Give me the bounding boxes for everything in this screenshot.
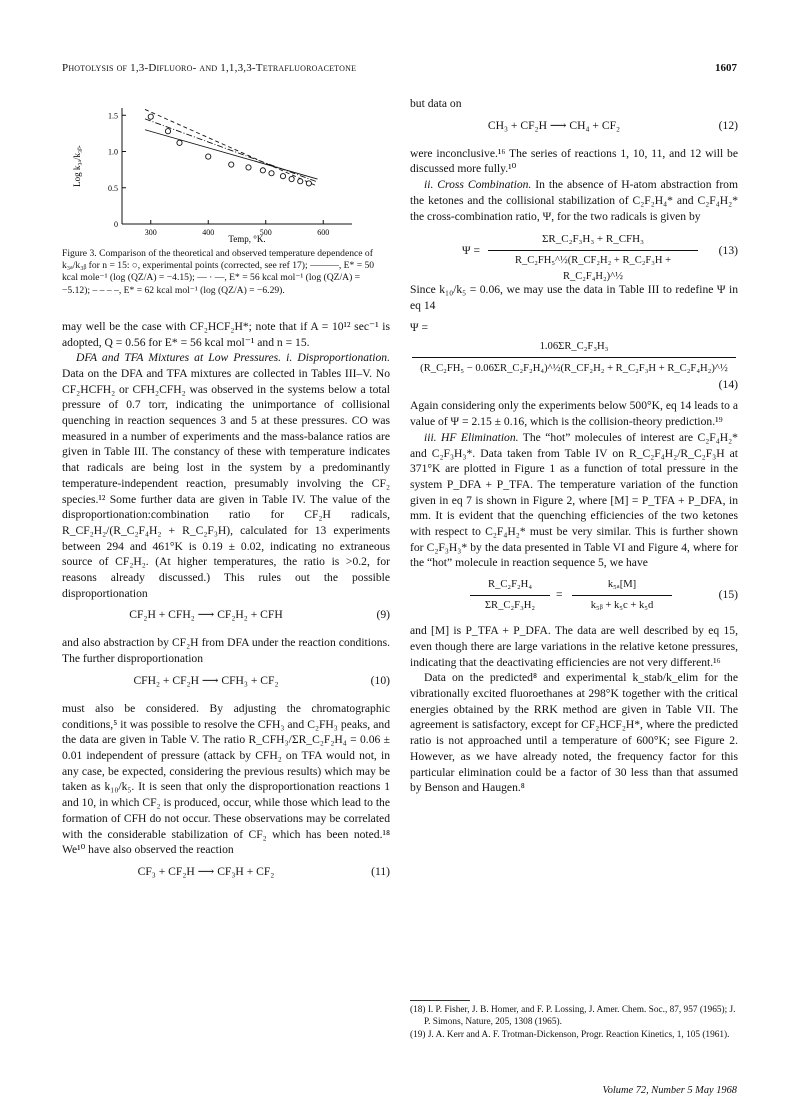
numerator: R_C₂F₂H₄ — [470, 577, 550, 596]
left-column — [62, 96, 390, 892]
footnote-19: (19) J. A. Kerr and A. F. Trotman-Dickenson, Progr. Reaction Kinetics, 1, 105 (1961). — [410, 1030, 730, 1041]
equation-fraction — [488, 232, 698, 284]
page-number: 1607 — [715, 62, 737, 74]
equation-body: CH₃ + CF₂H ⟶ CH₄ + CF₂ — [487, 118, 621, 132]
data-point — [306, 181, 311, 186]
paragraph: but data on — [410, 97, 462, 110]
data-point — [206, 154, 211, 159]
x-tick-label: 400 — [202, 228, 215, 237]
numerator: k₅ₐ[M] — [572, 577, 672, 596]
data-point — [269, 171, 274, 176]
section-heading: ii. Cross Combination. — [424, 178, 532, 192]
equation-number: (9) — [376, 608, 390, 622]
equation-fraction — [410, 339, 738, 376]
paragraph: may well be the case with CF₂HCF₂H*; note that if A = 10¹² sec⁻¹ is adopted, Q = 0.56 for E* = 56 kcal mol⁻¹ and n = 15. — [62, 319, 390, 349]
caption-text: Comparison of the theoretical and observed temperature dependence of k₃ₐ/k₃ᵦ for n = 15: ○, experimental points (corrected, see ref 17); ———, E* = 50 kcal mole⁻¹ (log (QZ/A) = −4.15); — · —, E* = 56 kcal mol⁻¹ (log (QZ/A) = −5.12); – – – –, E* = 62 kcal mol⁻¹ (log (QZ/A) = −6.29). — [62, 248, 375, 296]
equation-10 — [62, 673, 390, 695]
data-point — [177, 140, 182, 145]
data-point — [148, 114, 153, 119]
data-point — [280, 174, 285, 179]
footnotes — [410, 1000, 738, 1044]
paragraph: must also be considered. By adjusting the chromatographic conditions,⁵ it was possible to resolve the CFH₃ and C₂FH₃ peaks, and the data are given in Table V. The ratio R_CFH₃/ΣR_C₂F₂H₄ = 0.06 ± 0.01 independent of pressure (attack by CFH₂ on TFA would not, in any case, be expected, considering the previous results) which may be taken as k₁₀/k₅. It is seen that only the disproportionation reactions 1 and 10, in which CF₂ is produced, occur, while those which lead to the formation of CFH do not occur. These observations may be correlated with the considerable stabilization of CF₂ which has been noted.¹⁸ We¹⁰ have also observed the reaction — [62, 701, 390, 857]
equation-fraction-left — [470, 577, 550, 613]
equation-11 — [62, 864, 390, 886]
equation-lhs: Ψ = — [410, 320, 428, 334]
y-axis-label: Log k₃ₐ/k₃ᵦ. — [72, 145, 82, 187]
paragraph — [410, 177, 738, 224]
equation-lhs: Ψ = — [462, 244, 480, 258]
x-axis-label: Temp, °K. — [228, 234, 266, 244]
x-tick-label: 500 — [259, 228, 272, 237]
paragraph: Since k₁₀/k₅ = 0.06, we may use the data in Table III to redefine Ψ in eq 14 — [410, 283, 738, 312]
denominator: k₅ᵦ + k₅c + k₅d — [590, 599, 654, 611]
footnote-rule — [410, 1000, 470, 1001]
paragraph-text: The “hot” molecules of interest are C₂F₄H₂* and C₂F₃H₃*. Data taken from Table IV on R_C₂F₄H₂/R_C₂F₃H at 371°K are plotted in Figure 1 as a function of total pressure in the system P_DFA + P_TFA. The temperature variation of the function given in eq 7 is shown in Figure 2, where [M] = P_TFA + P_DFA, in mm. It is evident that the quenching efficiencies of the two ketones with respect to C₂F₄H₂* must be very similar. This is further shown for C₂F₃H₃* by the data presented in Table VI and Figure 4, where for the “hot” molecule in reaction sequence 5, we have — [410, 430, 738, 570]
journal-footer: Volume 72, Number 5 May 1968 — [602, 1085, 737, 1096]
paragraph — [410, 430, 738, 571]
numerator: 1.06ΣR_C₂F₃H₃ — [412, 339, 736, 358]
figure-3-chart — [62, 96, 390, 244]
paragraph — [62, 350, 390, 601]
equation-body: CFH₂ + CF₂H ⟶ CFH₃ + CF₂ — [133, 673, 279, 687]
equation-14 — [410, 320, 738, 393]
paragraph-text: Data on the DFA and TFA mixtures are collected in Tables III–V. No CF₂HCFH₂ or CFH₂CFH₂ was observed in the systems below a total pressure of 0.7 torr, indicating the unimportance of collisional quenching in reaction sequences 3 and 5 at these pressures. CO was measured in a number of experiments and the mass-balance ratios are given in Table III. The constancy of these with temperature indicates that radicals are being lost in the system by a predominantly temperature-independent reaction, presumably involving the CF₂ species.¹² Some further data are given in Table IV. The value of the disproportionation:combination ratio for CF₂H radicals, R_CF₂H₂/(R_C₂F₄H₂ + R_C₂F₃H), calculated for 13 experiments between 294 and 461°K is 0.19 ± 0.02, indicating no extraneous source of CF₂H₂. (At higher temperatures, the ratio is >0.2, for reasons already discussed.) This rules out the possible disproportionation — [62, 366, 390, 600]
denominator: ΣR_C₂F₃H₂ — [484, 599, 536, 611]
equals-sign: = — [556, 588, 563, 602]
section-heading: iii. HF Elimination. — [424, 430, 519, 444]
running-title: Photolysis of 1,3-Difluoro- and 1,1,3,3-Tetrafluoroacetone — [62, 62, 357, 74]
data-point — [246, 165, 251, 170]
denominator: (R_C₂FH₅ − 0.06ΣR_C₂F₂H₄)^½(R_CF₂H₂ + R_C₂F₃H + R_C₂F₄H₂)^½ — [420, 363, 728, 375]
equation-fraction-right — [572, 577, 672, 613]
right-column — [410, 96, 738, 796]
equation-12 — [410, 118, 738, 140]
section-heading: DFA and TFA Mixtures at Low Pressures. i. Disproportionation. — [76, 351, 390, 365]
y-tick-label: 0 — [114, 220, 118, 229]
denominator: R_C₂FH₅^½(R_CF₂H₂ + R_C₂F₃H + R_C₂F₄H₂)^½ — [514, 254, 672, 282]
y-tick-label: 1.0 — [108, 147, 118, 157]
equation-body: CF₃ + CF₂H ⟶ CF₃H + CF₂ — [137, 864, 275, 878]
series-line — [145, 109, 318, 186]
caption-label: Figure 3. — [62, 248, 97, 259]
x-tick-label: 600 — [317, 228, 330, 237]
equation-number: (11) — [371, 864, 390, 878]
data-point — [289, 176, 294, 181]
numerator: ΣR_C₂F₃H₃ + R_CFH₃ — [488, 232, 698, 251]
paragraph: Data on the predicted⁸ and experimental k_stab/k_elim for the vibrationally excited fluoroethanes at 298°K together with the critical energies obtained by the RRK method are given in Table VII. The agreement is satisfactory, except for CF₂HCF₂H*, where the predicted ratio is not approached until a temperature of 600°K; see Figure 2. However, as we have already noted, the frequency factor for this particular elimination could be a factor of 30 less than that assumed by Benson and Haugen.⁸ — [410, 671, 738, 795]
series-line — [145, 130, 318, 179]
equation-9 — [62, 607, 390, 629]
equation-number: (13) — [718, 244, 738, 258]
paragraph: and [M] is P_TFA + P_DFA. The data are well described by eq 15, even though there are large variations in the relative ketone pressures, indicating that the deactivating efficiencies are not very different.¹⁶ — [410, 624, 738, 669]
running-header — [62, 62, 737, 80]
figure-caption — [62, 248, 390, 297]
footnote-18: (18) I. P. Fisher, J. B. Homer, and F. P. Lossing, J. Amer. Chem. Soc., 87, 957 (1965); J. P. Simons, Nature, 205, 1308 (1965). — [410, 1005, 736, 1027]
equation-number: (15) — [718, 588, 738, 602]
paragraph: were inconclusive.¹⁶ The series of reactions 1, 10, 11, and 12 will be discussed more fully.¹⁰ — [410, 146, 738, 176]
equation-number: (12) — [718, 118, 738, 132]
data-point — [229, 162, 234, 167]
equation-number: (14) — [718, 377, 738, 391]
paragraph-text: In the absence of H-atom abstraction from the ketones and the collisional stabilization of C₂F₂H₄* and C₂F₄H₂* the cross-combination ratio, Ψ, for the two radicals is given by — [410, 178, 738, 223]
equation-13 — [410, 232, 738, 282]
paragraph: Again considering only the experiments below 500°K, eq 14 leads to a value of Ψ = 2.15 ± 0.16, which is the collision-theory prediction.¹⁹ — [410, 399, 738, 429]
data-point — [298, 179, 303, 184]
data-point — [165, 129, 170, 134]
series-line — [145, 119, 318, 182]
data-point — [260, 168, 265, 173]
paragraph: and also abstraction by CF₂H from DFA under the reaction conditions. The further disproportionation — [62, 636, 390, 666]
x-tick-label: 300 — [144, 228, 157, 237]
y-tick-label: 0.5 — [108, 183, 118, 193]
equation-number: (10) — [370, 673, 390, 687]
equation-15 — [410, 577, 738, 617]
plot-area — [108, 108, 352, 237]
figure-3 — [62, 96, 390, 244]
y-tick-label: 1.5 — [108, 111, 118, 121]
equation-body: CF₂H + CFH₂ ⟶ CF₂H₂ + CFH — [129, 608, 283, 622]
